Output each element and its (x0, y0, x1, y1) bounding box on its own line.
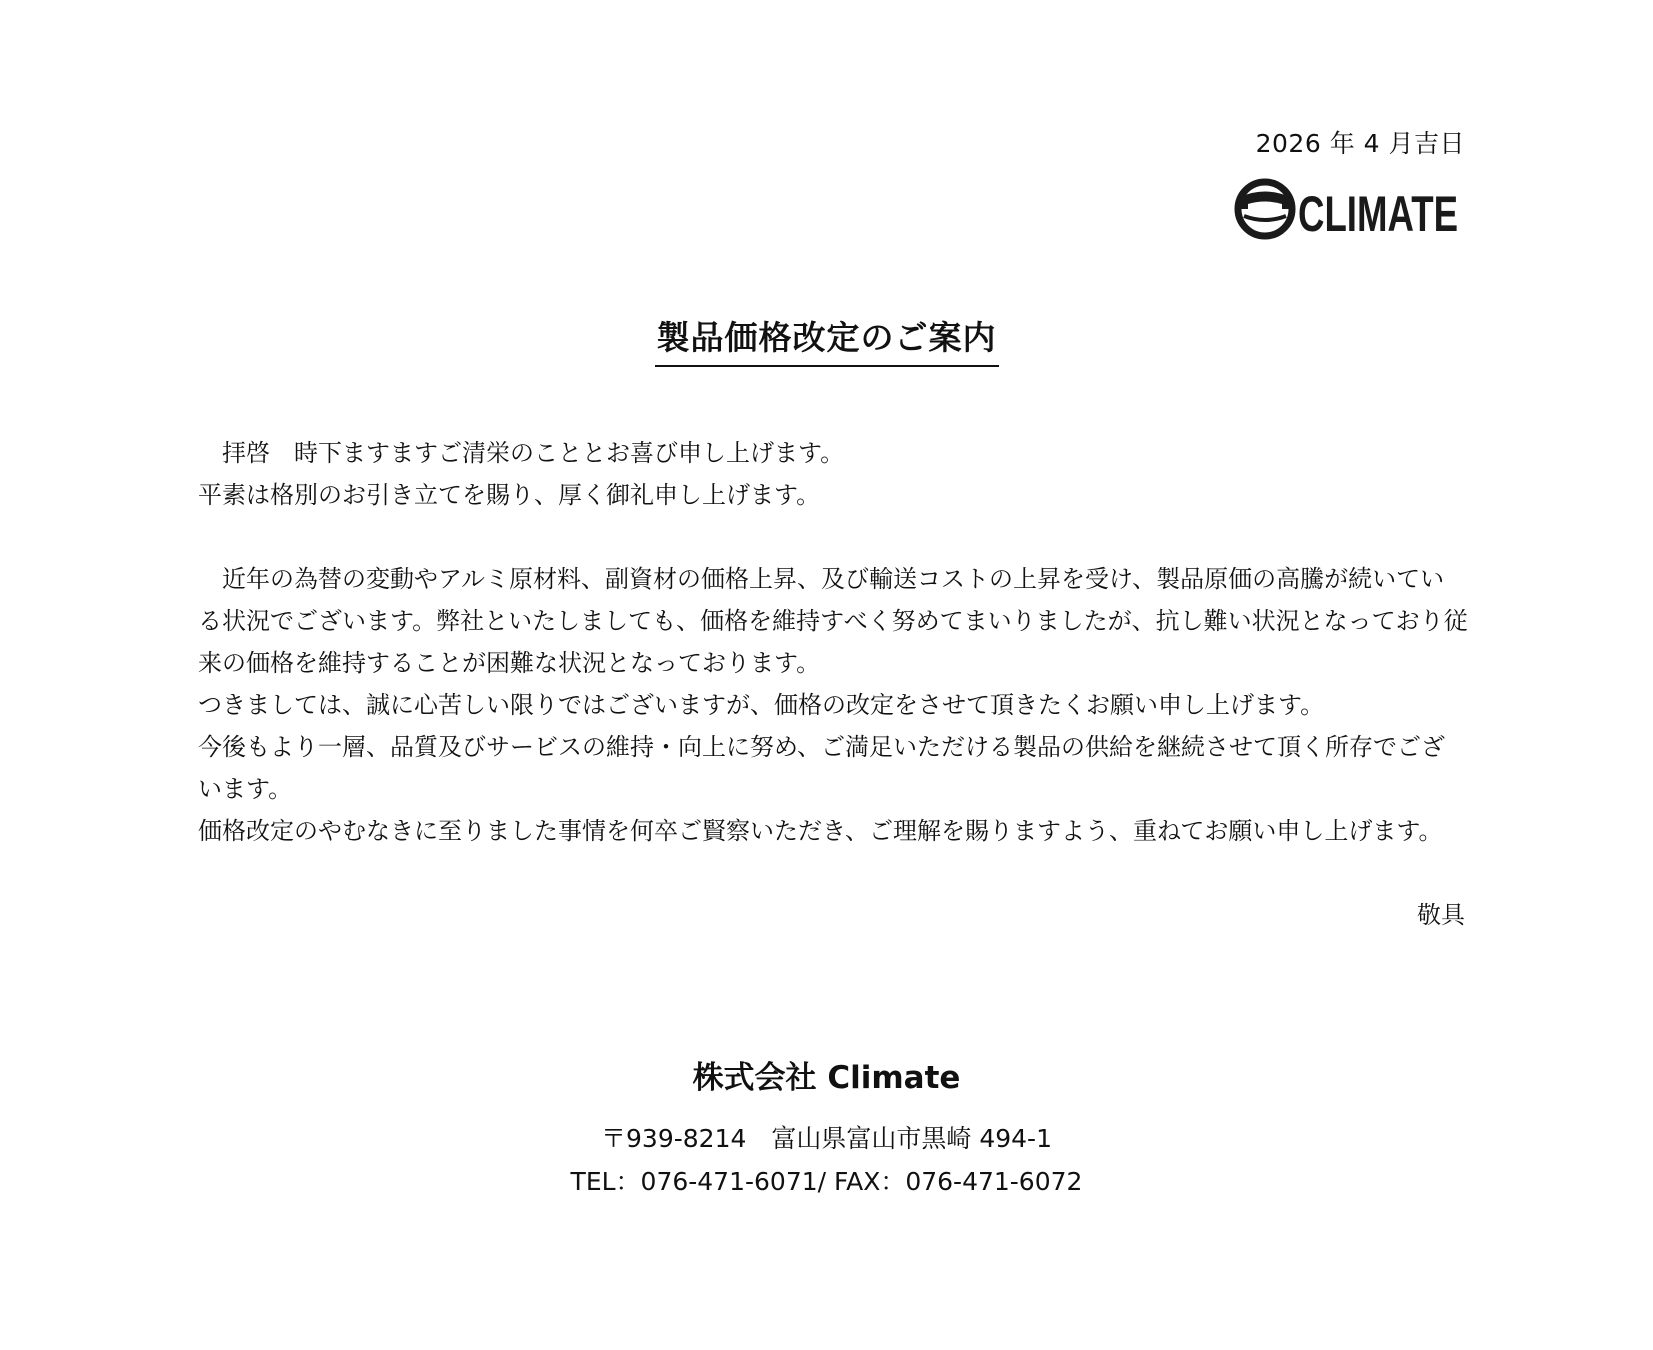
company-contact (0, 1117, 1653, 1203)
page-title: 製品価格改定のご案内 (655, 312, 999, 367)
body-paragraph: つきましては、誠に心苦しい限りではございますが、価格の改定をさせて頂きたくお願い申し上げます。 (198, 691, 1325, 719)
closing-word: 敬具 (1417, 901, 1465, 929)
company-address: 〒939-8214 富山県富山市黒崎 494-1 (601, 1124, 1052, 1153)
letter-date: 2026 年 4 月吉日 (1255, 129, 1465, 158)
body-paragraph: 価格改定のやむなきに至りました事情を何卒ご賢察いただき、ご理解を賜りますよう、重ねてお願い申し上げます。 (198, 817, 1443, 845)
greeting-line: 拝啓 時下ますますご清栄のこととお喜び申し上げます。 (222, 439, 845, 467)
letter-body (198, 432, 1468, 852)
logo-wordmark: CLIMATE (1298, 186, 1458, 242)
climate-emblem-icon (1238, 182, 1292, 236)
greeting-line: 平素は格別のお引き立てを賜り、厚く御礼申し上げます。 (198, 481, 821, 509)
company-name: 株式会社 Climate (692, 1060, 961, 1096)
company-logo (1232, 176, 1464, 242)
company-phone-fax: TEL：076-471-6071/ FAX：076-471-6072 (570, 1167, 1083, 1196)
body-paragraph: 近年の為替の変動やアルミ原材料、副資材の価格上昇、及び輸送コストの上昇を受け、製品原価の高騰が続いている状況でございます。弊社といたしましても、価格を維持すべく努めてまいりましたが、抗し難い状況となっており従来の価格を維持することが困難な状況となっております。 (198, 565, 1468, 677)
body-paragraph: 今後もより一層、品質及びサービスの維持・向上に努め、ご満足いただける製品の供給を継続させて頂く所存でございます。 (198, 733, 1446, 803)
